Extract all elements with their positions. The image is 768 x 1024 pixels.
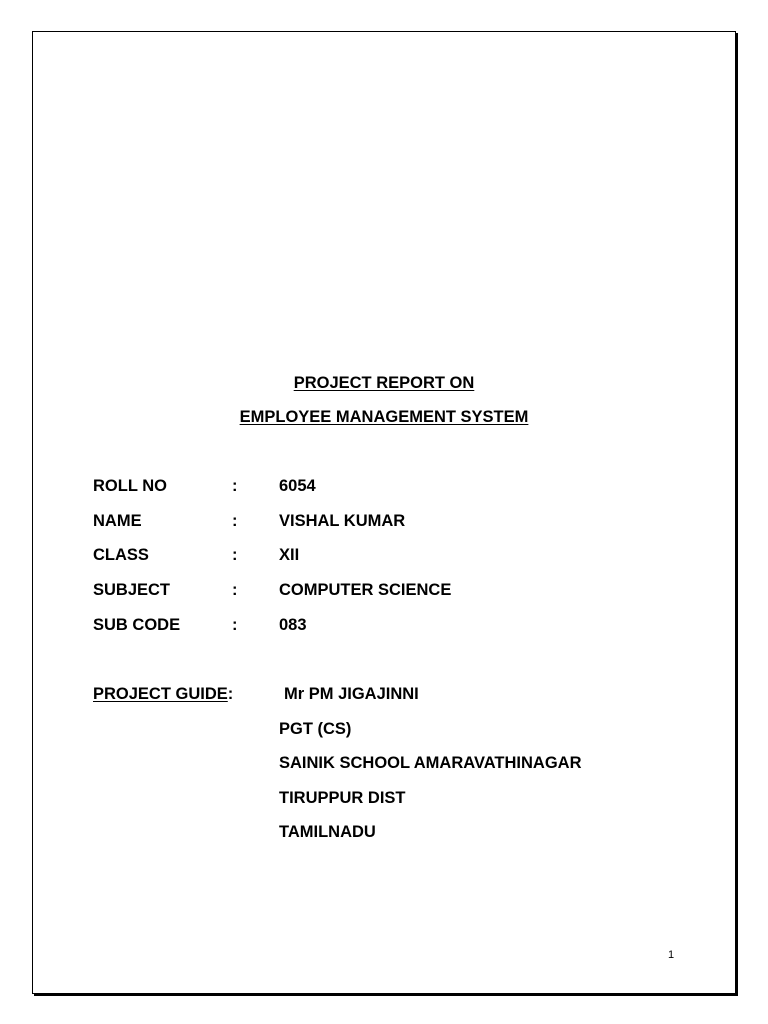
field-value: COMPUTER SCIENCE xyxy=(279,581,452,599)
page-border-shadow-right xyxy=(736,33,738,996)
page-number: 1 xyxy=(667,949,675,961)
field-value: XII xyxy=(279,546,300,564)
guide-name: Mr PM JIGAJINNI xyxy=(284,685,419,703)
project-guide-label xyxy=(93,683,233,705)
field-value: 083 xyxy=(279,616,307,634)
guide-designation: PGT (CS) xyxy=(279,720,352,738)
field-label: SUBJECT xyxy=(93,581,171,599)
field-label: NAME xyxy=(93,512,142,530)
report-title-line-2: EMPLOYEE MANAGEMENT SYSTEM xyxy=(239,408,529,426)
field-separator: : xyxy=(232,512,238,530)
report-title-line-1: PROJECT REPORT ON xyxy=(293,374,475,392)
field-label: ROLL NO xyxy=(93,477,167,495)
field-value: 6054 xyxy=(279,477,316,495)
page-border-shadow-bottom xyxy=(34,994,738,996)
field-label: SUB CODE xyxy=(93,616,181,634)
guide-district: TIRUPPUR DIST xyxy=(279,789,406,807)
field-separator: : xyxy=(232,581,238,599)
guide-state: TAMILNADU xyxy=(279,823,376,841)
project-guide-label-text: PROJECT GUIDE xyxy=(93,685,228,703)
field-label: CLASS xyxy=(93,546,149,564)
field-value: VISHAL KUMAR xyxy=(279,512,406,530)
field-separator: : xyxy=(232,546,238,564)
project-guide-label-colon: : xyxy=(227,685,234,703)
guide-school: SAINIK SCHOOL AMARAVATHINAGAR xyxy=(279,754,582,772)
field-separator: : xyxy=(232,616,238,634)
field-separator: : xyxy=(232,477,238,495)
